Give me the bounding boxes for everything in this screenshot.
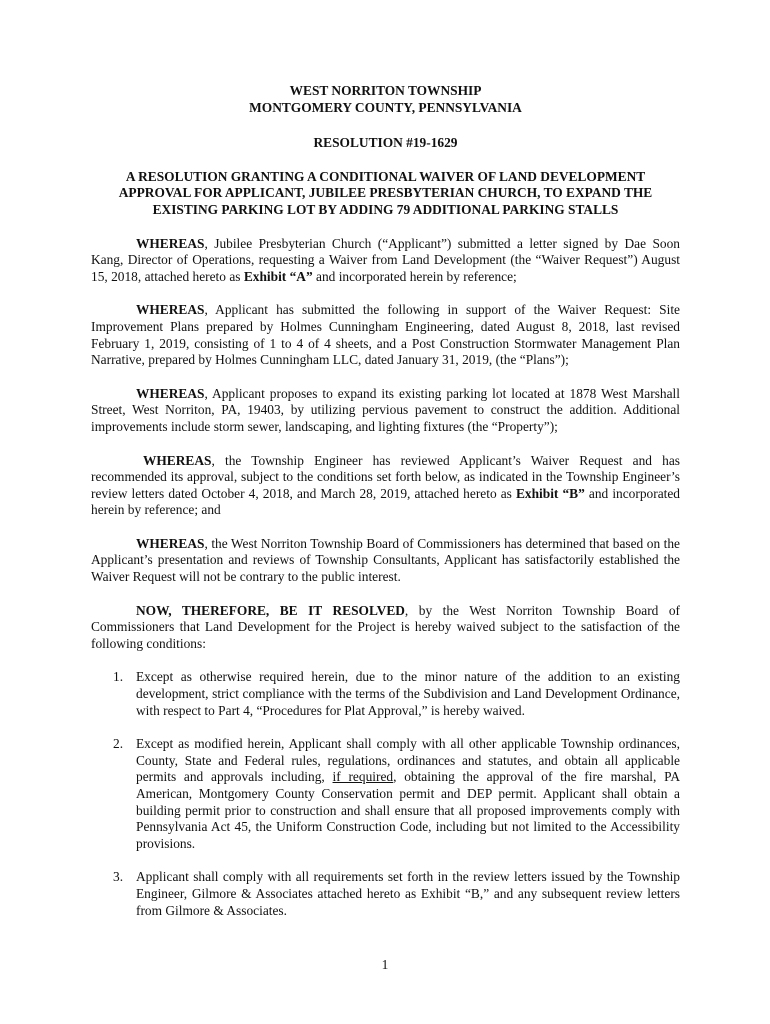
resolution-document — [91, 83, 680, 936]
whereas-paragraph-5 — [91, 536, 680, 586]
paragraph-text: , the West Norriton Township Board of Commissioners has determined that based on the Applicant’s presentation and reviews of Township Consultants, Applicant has satisfactorily established the Waiver Request will not be contrary to the public interest. — [91, 535, 680, 585]
resolved-paragraph — [91, 603, 680, 653]
condition-number: 3. — [113, 869, 124, 885]
whereas-lead: WHEREAS — [136, 302, 205, 318]
condition-number: 2. — [113, 736, 124, 752]
resolution-title: A RESOLUTION GRANTING A CONDITIONAL WAIVER OF LAND DEVELOPMENT APPROVAL FOR APPLICANT, JUBILEE PRESBYTERIAN CHURCH, TO EXPAND THE EXISTING PARKING LOT BY ADDING 79 ADDITIONAL PARKING STALLS — [118, 168, 653, 217]
resolution-number: RESOLUTION #19-1629 — [313, 135, 458, 151]
county-name: MONTGOMERY COUNTY, PENNSYLVANIA — [249, 99, 522, 115]
condition-item — [91, 669, 680, 719]
whereas-lead: WHEREAS — [136, 535, 205, 551]
paragraph-text: , the Township Engineer has reviewed Applicant’s Waiver Request and has recommended its approval, subject to the conditions set forth below, as indicated in the Township Engineer’s review letters dated October 4, 2018, and March 28, 2019, attached hereto as — [91, 452, 680, 501]
whereas-paragraph-4 — [91, 453, 680, 519]
whereas-lead: WHEREAS — [136, 385, 205, 401]
paragraph-text: , Applicant proposes to expand its existing parking lot located at 1878 West Marshall Street, West Norriton, PA, 19403, by utilizing pervious pavement to construct the addition. Additional improvements include storm sewer, landscaping, and lighting fixtures (the “Property”); — [91, 385, 680, 434]
conditions-list — [91, 669, 680, 919]
exhibit-b-reference: Exhibit “B” — [515, 485, 585, 501]
paragraph-text: and incorporated herein by reference; and — [91, 485, 680, 518]
condition-item — [91, 869, 680, 919]
paragraph-text: and incorporated herein by reference; — [312, 268, 517, 284]
condition-text: , obtaining the approval of the fire marshal, PA American, Montgomery County Conservation permit and DEP permit. Applicant shall obtain a building permit prior to construction and shall ensure that all proposed improvements comply with Pennsylvania Act 45, the Uniform Construction Code, including but not limited to the Accessibility provisions. — [136, 769, 681, 851]
whereas-lead: WHEREAS — [136, 235, 205, 251]
condition-text: Except as modified herein, Applicant shall comply with all other applicable Township ordinances, County, State and Federal rules, regulations, ordinances and statutes, and obtain all applicable permits and approvals including, — [136, 736, 680, 785]
condition-item — [91, 736, 680, 852]
whereas-lead: WHEREAS — [143, 452, 212, 468]
page-number: 1 — [381, 957, 389, 972]
paragraph-text: , Jubilee Presbyterian Church (“Applicant”) submitted a letter signed by Dae Soon Kang, Director of Operations, requesting a Waiver from Land Development (the “Waiver Request”) August 15, 2018, attached hereto as — [91, 235, 680, 284]
whereas-paragraph-2 — [91, 302, 680, 368]
condition-text: Except as otherwise required herein, due to the minor nature of the addition to an existing development, strict compliance with the terms of the Subdivision and Land Development Ordinance, with respect to Part 4, “Procedures for Plat Approval,” is hereby waived. — [136, 669, 680, 718]
condition-text: Applicant shall comply with all requirements set forth in the review letters issued by the Township Engineer, Gilmore & Associates attached hereto as Exhibit “B,” and any subsequent review letters from Gilmore & Associates. — [136, 869, 680, 918]
whereas-paragraph-3 — [91, 386, 680, 436]
condition-number: 1. — [113, 669, 124, 685]
if-required-underlined: if required — [332, 769, 394, 785]
paragraph-text: , Applicant has submitted the following in support of the Waiver Request: Site Improvement Plans prepared by Holmes Cunningham Engineering, dated August 8, 2018, last revised February 1, 2019, consisting of 1 to 4 of 4 sheets, and a Post Construction Stormwater Management Plan Narrative, prepared by Holmes Cunningham LLC, dated January 31, 2019, (the “Plans”); — [91, 302, 680, 368]
resolved-lead: NOW, THEREFORE, BE IT RESOLVED — [136, 602, 405, 618]
paragraph-text: , by the West Norriton Township Board of Commissioners that Land Development for the Project is hereby waived subject to the satisfaction of the following conditions: — [91, 602, 680, 651]
township-name: WEST NORRITON TOWNSHIP — [289, 83, 482, 98]
whereas-paragraph-1 — [91, 236, 680, 286]
exhibit-a-reference: Exhibit “A” — [243, 268, 313, 284]
